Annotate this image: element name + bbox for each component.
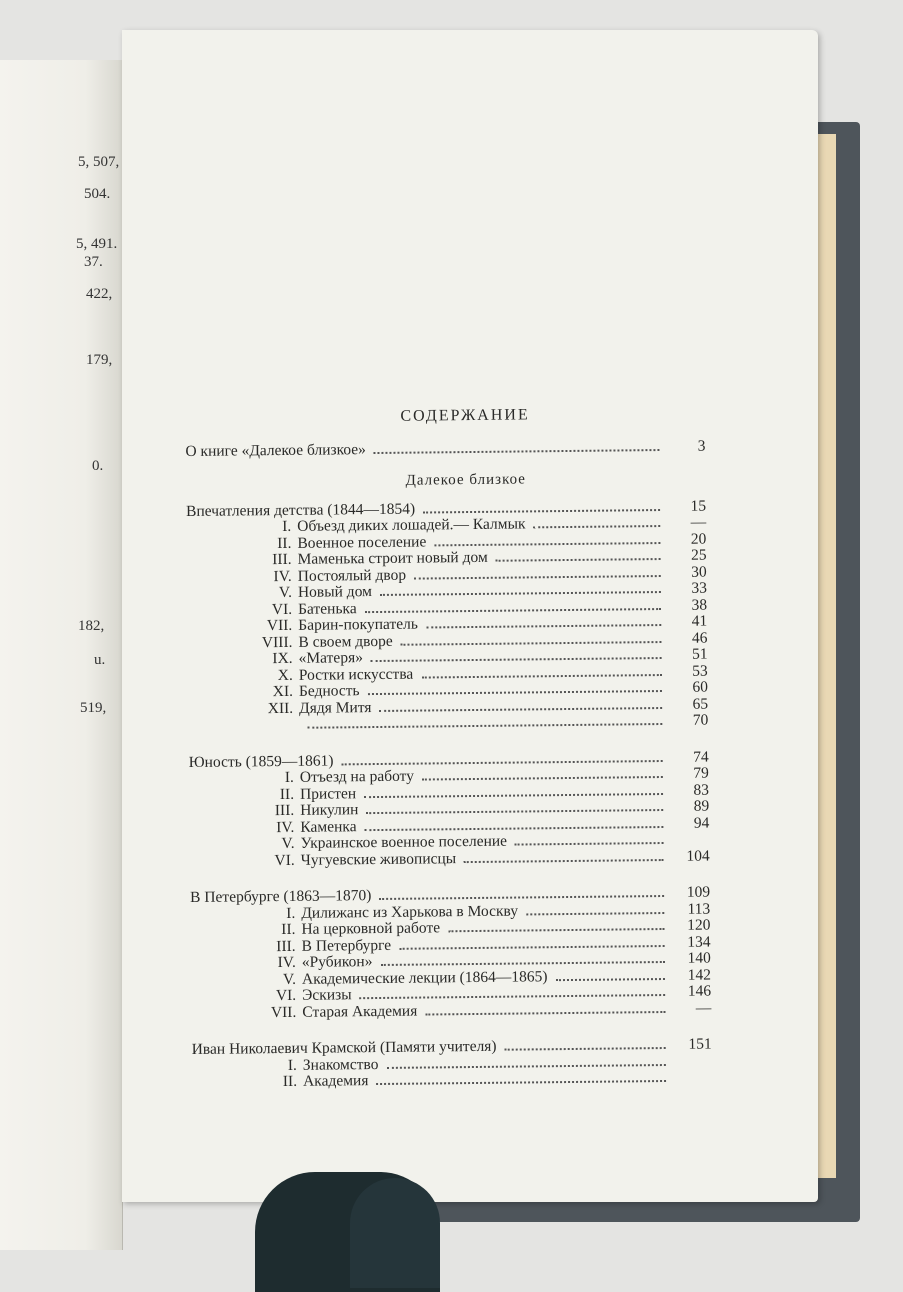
left-page-number: 182,	[78, 618, 104, 635]
toc-chapter-number: V.	[189, 836, 300, 854]
dot-leader	[421, 673, 662, 679]
toc-chapter-title: Знакомство	[303, 1057, 379, 1074]
dot-leader	[426, 623, 661, 628]
left-page-number: 5, 507,	[78, 154, 119, 171]
toc-chapter-number	[188, 729, 299, 730]
toc-page-number: 134	[675, 934, 711, 951]
toc-chapter-number: I.	[190, 905, 301, 923]
toc-chapter-number: I.	[186, 519, 297, 537]
toc-section-title: Иван Николаевич Крамской (Памяти учителя)	[192, 1039, 497, 1059]
toc-page-number: 109	[674, 885, 710, 902]
toc-chapter-number: X.	[188, 667, 299, 685]
toc-section-title: Юность (1859—1861)	[189, 753, 334, 771]
toc-page-number: 15	[670, 498, 706, 515]
toc-page-number: 70	[672, 713, 708, 730]
toc-section-title: Впечатления детства (1844—1854)	[186, 501, 415, 520]
dot-leader	[526, 911, 664, 915]
dot-leader	[379, 894, 664, 900]
toc-chapter-number: III.	[189, 803, 300, 821]
toc-chapter-title: Эскизы	[302, 987, 352, 1004]
dot-leader	[425, 1010, 665, 1016]
dot-leader	[364, 792, 663, 798]
toc-chapter-title: Новый дом	[298, 584, 372, 601]
left-page	[0, 60, 123, 1250]
toc-heading: СОДЕРЖАНИЕ	[185, 405, 705, 428]
toc-chapter-number: II.	[190, 922, 301, 940]
dot-leader	[496, 557, 661, 562]
toc-page-number: 146	[675, 984, 711, 1001]
toc-page-number: 94	[673, 815, 709, 832]
toc-page-number: 113	[674, 901, 710, 918]
toc-chapter-number: III.	[186, 552, 297, 570]
toc-chapter-number: II.	[186, 535, 297, 553]
toc-page-number: 46	[671, 630, 707, 647]
toc-chapter-number: III.	[191, 938, 302, 956]
toc-chapter-number: IX.	[188, 651, 299, 669]
toc-chapter-title: Отъезд на работу	[300, 769, 414, 787]
toc-page-number: 83	[673, 782, 709, 799]
toc-page-number: 74	[673, 749, 709, 766]
toc-page-number: —	[675, 1000, 711, 1017]
toc-chapter-number: VIII.	[187, 634, 298, 652]
left-page-number: 5, 491.	[76, 236, 117, 253]
toc-page-number: 53	[672, 663, 708, 680]
dot-leader	[366, 808, 663, 814]
toc-chapter-title: Дилижанс из Харькова в Москву	[301, 903, 518, 922]
toc-chapter-title: Постоялый двор	[298, 567, 406, 585]
toc-chapter-number: V.	[187, 585, 298, 603]
toc-chapter-title: Академия	[303, 1073, 369, 1090]
toc-page-number: 30	[671, 564, 707, 581]
dot-leader	[386, 1063, 665, 1069]
toc-page-number: 65	[672, 696, 708, 713]
toc-chapter-number: XI.	[188, 684, 299, 702]
dot-leader	[368, 689, 662, 695]
toc-chapter-number: I.	[192, 1057, 303, 1075]
left-page-number: 519,	[80, 700, 106, 717]
dot-leader	[423, 508, 660, 513]
dot-leader	[365, 607, 661, 613]
left-page-number: 179,	[86, 352, 112, 369]
toc-chapter-title: Объезд диких лошадей.— Калмык	[297, 516, 525, 535]
table-of-contents	[185, 405, 712, 1092]
toc-page-number: 41	[671, 614, 707, 631]
toc-intro-row	[185, 439, 705, 461]
dot-leader	[399, 944, 664, 950]
toc-chapter-title: В своем дворе	[298, 633, 392, 650]
toc-sections	[186, 498, 712, 1091]
toc-page-number: 25	[670, 548, 706, 565]
dot-leader	[376, 1079, 666, 1085]
toc-chapter-number: II.	[192, 1074, 303, 1092]
dot-leader	[360, 993, 666, 999]
toc-chapter-number: I.	[189, 770, 300, 788]
dot-leader	[307, 722, 662, 729]
hand	[350, 1178, 440, 1288]
toc-chapter-title: На церковной работе	[301, 920, 440, 938]
toc-chapter-number: IV.	[191, 955, 302, 973]
toc-chapter-title: Бедность	[299, 683, 360, 700]
toc-page-number: 120	[674, 918, 710, 935]
left-page-number: u.	[94, 652, 105, 669]
dot-leader	[380, 706, 663, 712]
toc-chapter-title: Ростки искусства	[299, 666, 414, 684]
toc-page-number: 33	[671, 581, 707, 598]
toc-chapter-number: VI.	[187, 601, 298, 619]
toc-page-number: 142	[675, 967, 711, 984]
toc-chapter-title: Старая Академия	[302, 1003, 417, 1021]
toc-page-number: 20	[670, 531, 706, 548]
left-page-number: 422,	[86, 286, 112, 303]
dot-leader	[533, 524, 660, 528]
toc-chapter-title: Академические лекции (1864—1865)	[302, 969, 548, 988]
toc-page-number: 151	[676, 1037, 712, 1054]
toc-chapter-title: Украинское военное поселение	[300, 834, 507, 853]
toc-page-number: 3	[669, 439, 705, 456]
dot-leader	[515, 841, 664, 846]
left-page-number: 504.	[84, 186, 110, 203]
toc-chapter-number: XII.	[188, 700, 299, 718]
toc-chapter-title: Никулин	[300, 802, 358, 819]
dot-leader	[464, 858, 664, 863]
dot-leader	[371, 656, 662, 662]
toc-page-number: 79	[673, 766, 709, 783]
dot-leader	[555, 977, 665, 981]
toc-section-title: В Петербурге (1863—1870)	[190, 888, 371, 906]
dot-leader	[365, 825, 664, 831]
toc-page-number: 60	[672, 680, 708, 697]
toc-part-title: Далекое близкое	[186, 469, 706, 491]
toc-chapter-title: Барин-покупатель	[298, 617, 418, 635]
dot-leader	[434, 541, 660, 546]
dot-leader	[401, 640, 662, 646]
toc-chapter-number: VI.	[190, 852, 301, 870]
toc-chapter-number: VII.	[191, 1004, 302, 1022]
left-page-number: 0.	[92, 458, 103, 475]
toc-chapter-title: Чугуевские живописцы	[301, 851, 457, 869]
toc-chapter-number: IV.	[189, 819, 300, 837]
dot-leader	[505, 1046, 666, 1051]
dot-leader	[448, 927, 664, 932]
dot-leader	[380, 590, 661, 596]
toc-intro-title: О книге «Далекое близкое»	[185, 442, 366, 460]
toc-chapter-title: Военное поселение	[297, 534, 426, 552]
toc-page-number: 140	[675, 951, 711, 968]
toc-chapter-title: В Петербурге	[302, 937, 392, 954]
toc-chapter-title: Каменка	[300, 819, 356, 836]
toc-chapter-number: II.	[189, 786, 300, 804]
toc-chapter-title: Дядя Митя	[299, 700, 372, 717]
dot-leader	[422, 775, 663, 781]
dot-leader	[341, 759, 662, 765]
dot-leader	[374, 448, 660, 454]
dot-leader	[380, 960, 664, 966]
left-page-number: 37.	[84, 254, 103, 271]
toc-page-number: 38	[671, 597, 707, 614]
toc-page-number: 51	[672, 647, 708, 664]
toc-chapter-title: «Рубикон»	[302, 954, 373, 971]
toc-chapter-number: V.	[191, 971, 302, 989]
toc-chapter-title: «Матеря»	[299, 650, 363, 667]
toc-chapter-title: Пристен	[300, 786, 356, 803]
dot-leader	[414, 574, 661, 580]
toc-chapter-title: Батенька	[298, 601, 357, 618]
toc-page-number: 89	[673, 799, 709, 816]
toc-chapter-number: IV.	[187, 568, 298, 586]
toc-page-number: —	[670, 515, 706, 532]
toc-chapter-title: Маменька строит новый дом	[297, 550, 487, 568]
toc-page-number: 104	[674, 848, 710, 865]
toc-chapter-number: VI.	[191, 988, 302, 1006]
toc-chapter-number: VII.	[187, 618, 298, 636]
